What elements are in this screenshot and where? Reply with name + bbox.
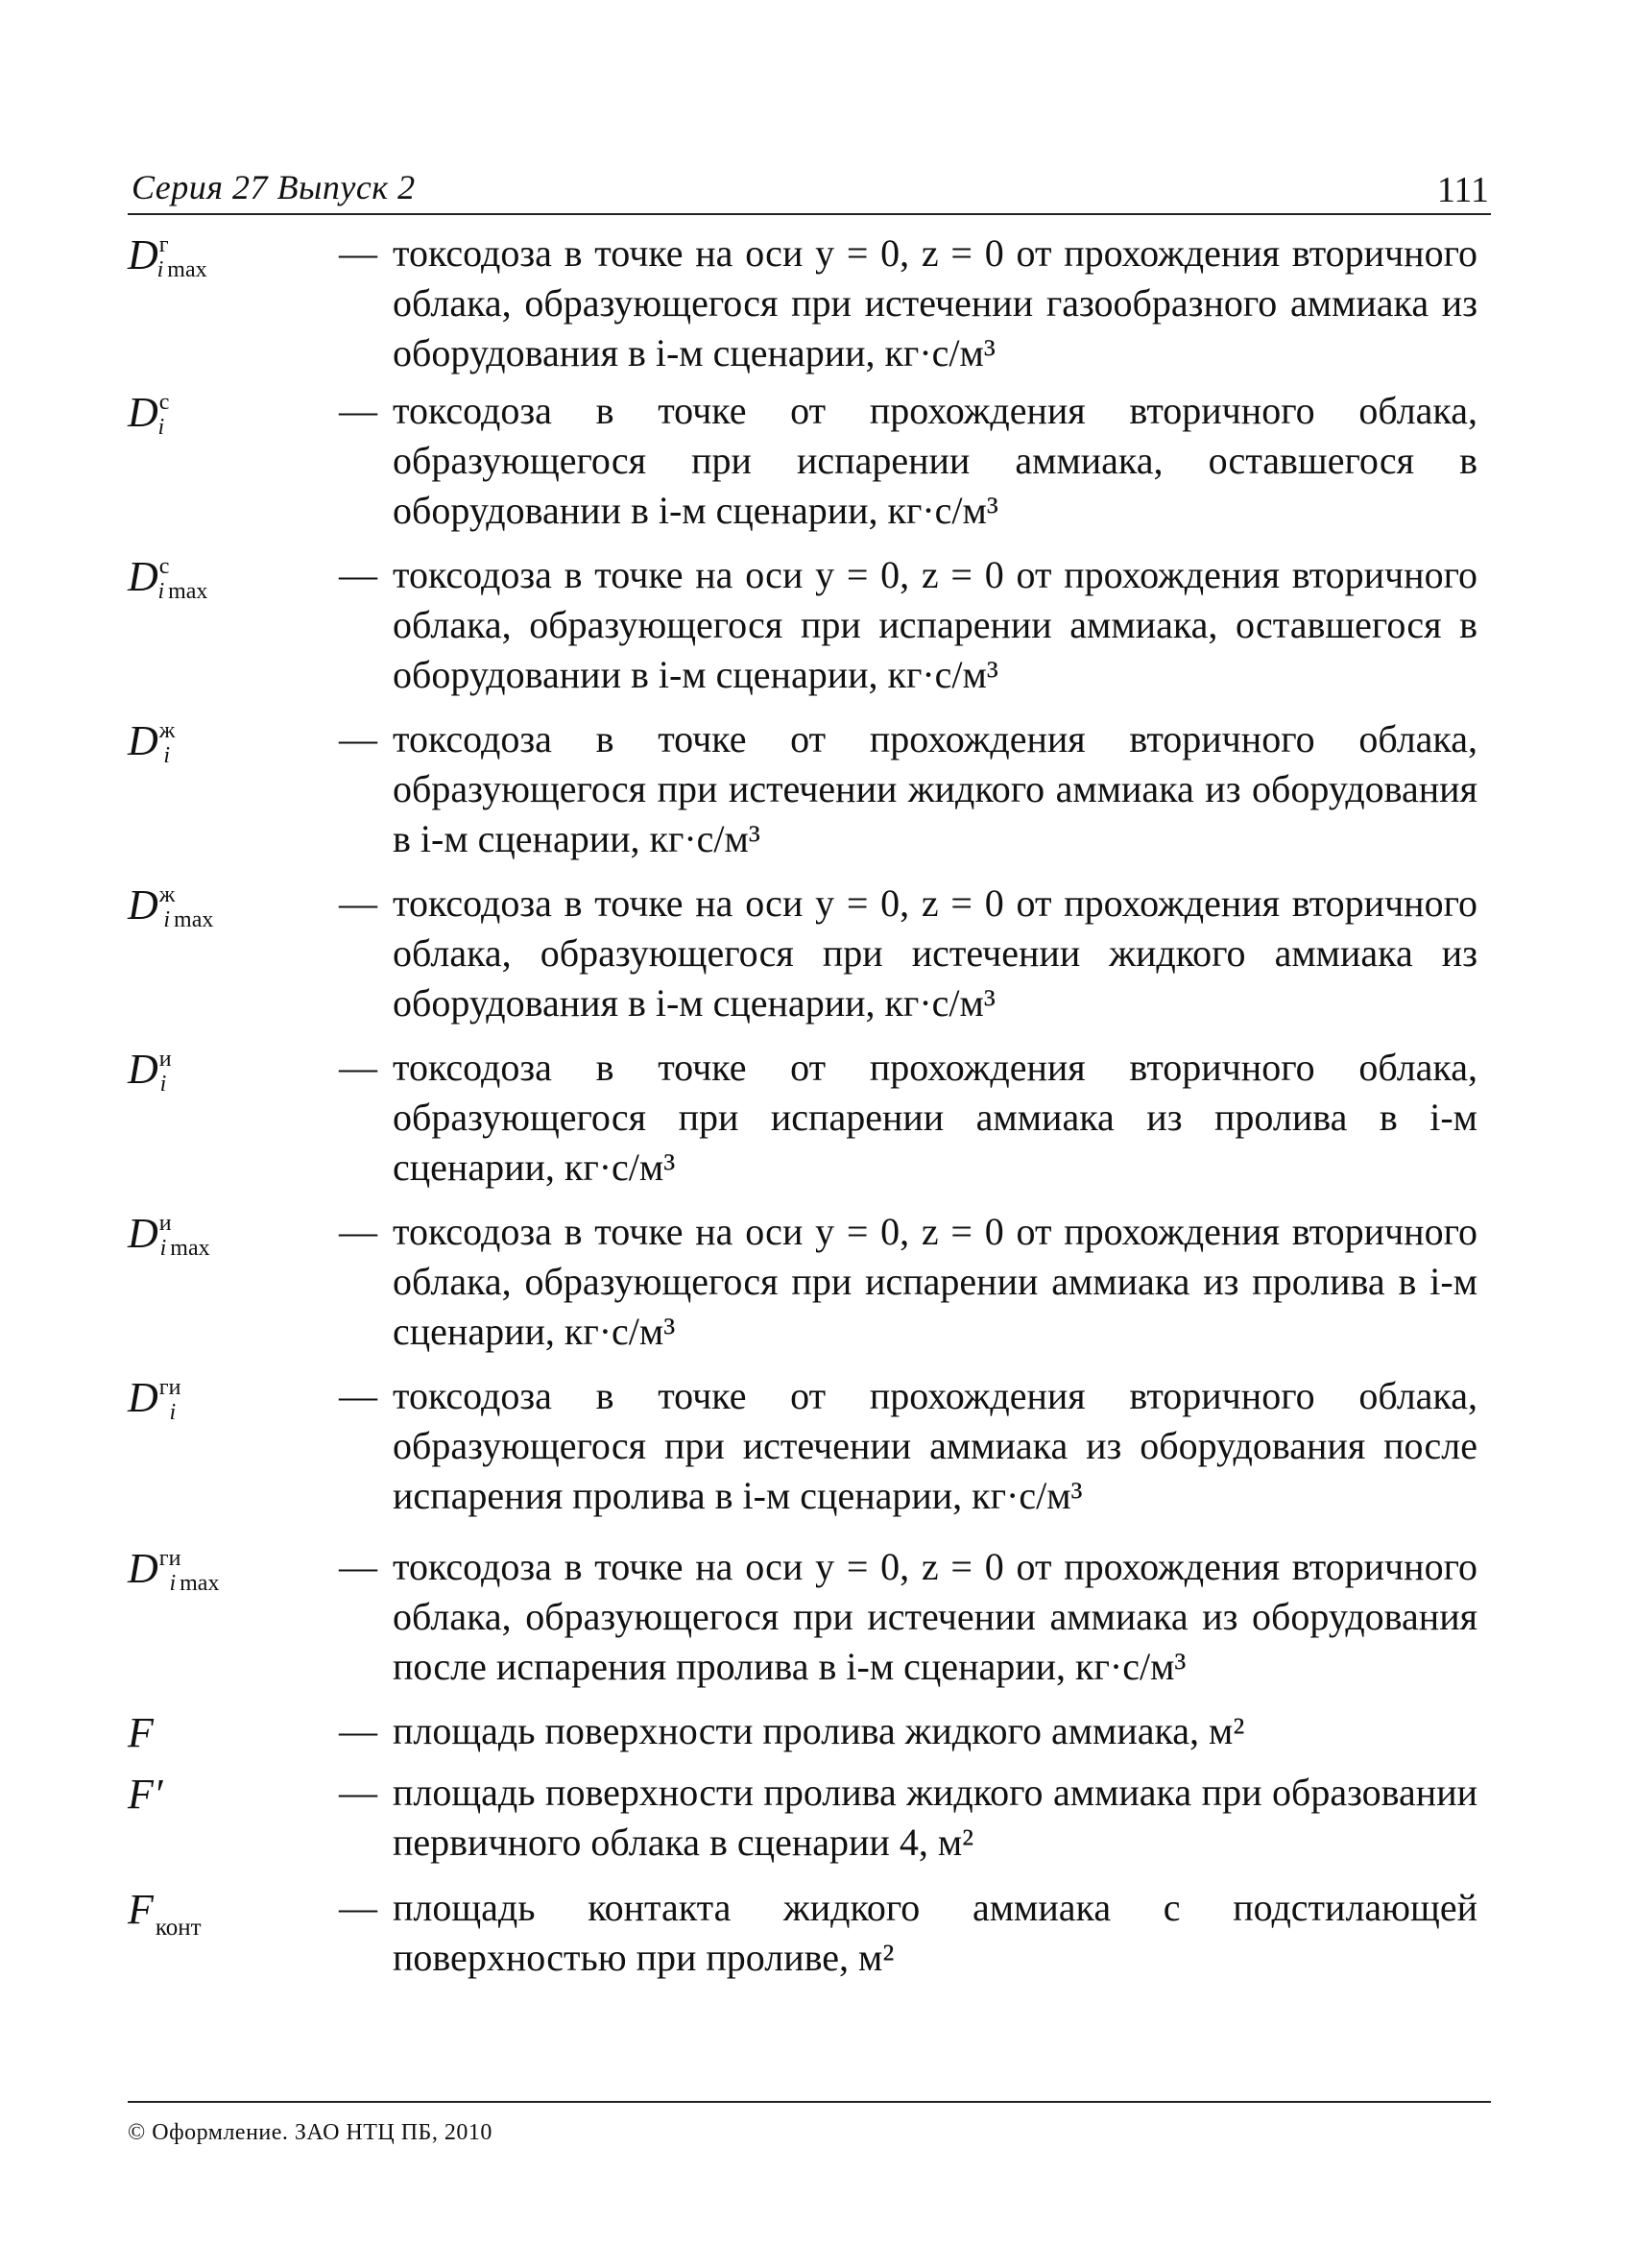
definition-row: Dиi max — токсодоза в точке на оси y = 0, z = 0 от прохождения вторичного облака, образующегося при испарении аммиака из пролива в i-м сценарии, кг·с/м³ xyxy=(128,1207,1501,1371)
definition-row: Dжi — токсодоза в точке от прохождения вторичного облака, образующегося при истечении жидкого аммиака из оборудования в i-м сценарии, кг·с/м³ xyxy=(128,714,1501,879)
definition-text: токсодоза в точке от прохождения вторичного облака, образующегося при истечении аммиака из оборудования после испарения пролива в i-м сценарии, кг·с/м³ xyxy=(393,1374,1477,1517)
definition-symbol: Dжi xyxy=(128,717,176,768)
definition-text: токсодоза в точке от прохождения вторичного облака, образующегося при испарении аммиака из пролива в i-м сценарии, кг·с/м³ xyxy=(393,1046,1477,1189)
definition-text: площадь поверхности пролива жидкого аммиака при образовании первичного облака в сценарии 4, м² xyxy=(393,1771,1477,1864)
definition-text: токсодоза в точке на оси y = 0, z = 0 от прохождения вторичного облака, образующегося при истечении жидкого аммиака из оборудования в i-м сценарии, кг·с/м³ xyxy=(393,881,1477,1025)
definition-row: Dжi max — токсодоза в точке на оси y = 0, z = 0 от прохождения вторичного облака, образующегося при истечении жидкого аммиака из оборудования в i-м сценарии, кг·с/м³ xyxy=(128,879,1501,1043)
series-label: Серия 27 Выпуск 2 xyxy=(132,168,416,206)
definition-row: F′ — площадь поверхности пролива жидкого аммиака при образовании первичного облака в сценарии 4, м² xyxy=(128,1768,1501,1883)
definitions-list xyxy=(128,229,1501,1989)
definition-symbol: Dиi max xyxy=(128,1210,210,1261)
definition-row: Dсi — токсодоза в точке от прохождения вторичного облака, образующегося при испарении аммиака, оставшегося в оборудовании в i-м сценарии, кг·с/м³ xyxy=(128,386,1501,550)
definition-row: F — площадь поверхности пролива жидкого аммиака, м² xyxy=(128,1706,1501,1768)
definition-text: токсодоза в точке от прохождения вторичного облака, образующегося при испарении аммиака, оставшегося в оборудовании в i-м сценарии, кг·с/м³ xyxy=(393,389,1477,532)
definition-symbol: Dсi xyxy=(128,389,170,440)
definition-symbol: F′ xyxy=(128,1771,163,1818)
definition-row: Fконт — площадь контакта жидкого аммиака с подстилающей поверхностью при проливе, м² xyxy=(128,1883,1501,1989)
definition-text: токсодоза в точке от прохождения вторичного облака, образующегося при истечении жидкого аммиака из оборудования в i-м сценарии, кг·с/м³ xyxy=(393,717,1477,860)
definition-symbol: Dгиi xyxy=(128,1374,181,1425)
definition-row: Dгi max — токсодоза в точке на оси y = 0, z = 0 от прохождения вторичного облака, образующегося при истечении газообразного аммиака из оборудования в i-м сценарии, кг·с/м³ xyxy=(128,229,1501,386)
definition-text: токсодоза в точке на оси y = 0, z = 0 от прохождения вторичного облака, образующегося при истечении аммиака из оборудования после испарения пролива в i-м сценарии, кг·с/м³ xyxy=(393,1545,1477,1688)
definition-symbol: Dжi max xyxy=(128,881,214,932)
definition-symbol: F xyxy=(128,1709,154,1756)
definition-row: Dиi — токсодоза в точке от прохождения вторичного облака, образующегося при испарении аммиака из пролива в i-м сценарии, кг·с/м³ xyxy=(128,1043,1501,1207)
page-header xyxy=(128,163,1491,215)
definition-text: площадь контакта жидкого аммиака с подстилающей поверхностью при проливе, м² xyxy=(393,1886,1477,1979)
definition-symbol: Fконт xyxy=(128,1886,202,1941)
definition-symbol: Dгиi max xyxy=(128,1545,220,1596)
definition-row: Dгиi — токсодоза в точке от прохождения вторичного облака, образующегося при истечении аммиака из оборудования после испарения пролива в i-м сценарии, кг·с/м³ xyxy=(128,1371,1501,1542)
page-footer xyxy=(128,2101,1491,2146)
definition-text: токсодоза в точке на оси y = 0, z = 0 от прохождения вторичного облака, образующегося при испарении аммиака из пролива в i-м сценарии, кг·с/м³ xyxy=(393,1210,1477,1353)
definition-text: токсодоза в точке на оси y = 0, z = 0 от прохождения вторичного облака, образующегося при испарении аммиака, оставшегося в оборудовании в i-м сценарии, кг·с/м³ xyxy=(393,553,1477,696)
definition-symbol: Dсi max xyxy=(128,553,208,604)
definition-row: Dгиi max — токсодоза в точке на оси y = 0, z = 0 от прохождения вторичного облака, образующегося при истечении аммиака из оборудования после испарения пролива в i-м сценарии, кг·с/м³ xyxy=(128,1542,1501,1706)
page-number: 111 xyxy=(1436,170,1489,210)
definition-text: площадь поверхности пролива жидкого аммиака, м² xyxy=(393,1709,1245,1752)
definition-symbol: Dгi max xyxy=(128,231,207,282)
definition-symbol: Dиi xyxy=(128,1046,172,1097)
definition-text: токсодоза в точке на оси y = 0, z = 0 от прохождения вторичного облака, образующегося при истечении газообразного аммиака из оборудования в i-м сценарии, кг·с/м³ xyxy=(393,231,1477,374)
copyright-text: © Оформление. ЗАО НТЦ ПБ, 2010 xyxy=(128,2120,492,2145)
definition-row: Dсi max — токсодоза в точке на оси y = 0, z = 0 от прохождения вторичного облака, образующегося при испарении аммиака, оставшегося в оборудовании в i-м сценарии, кг·с/м³ xyxy=(128,550,1501,714)
